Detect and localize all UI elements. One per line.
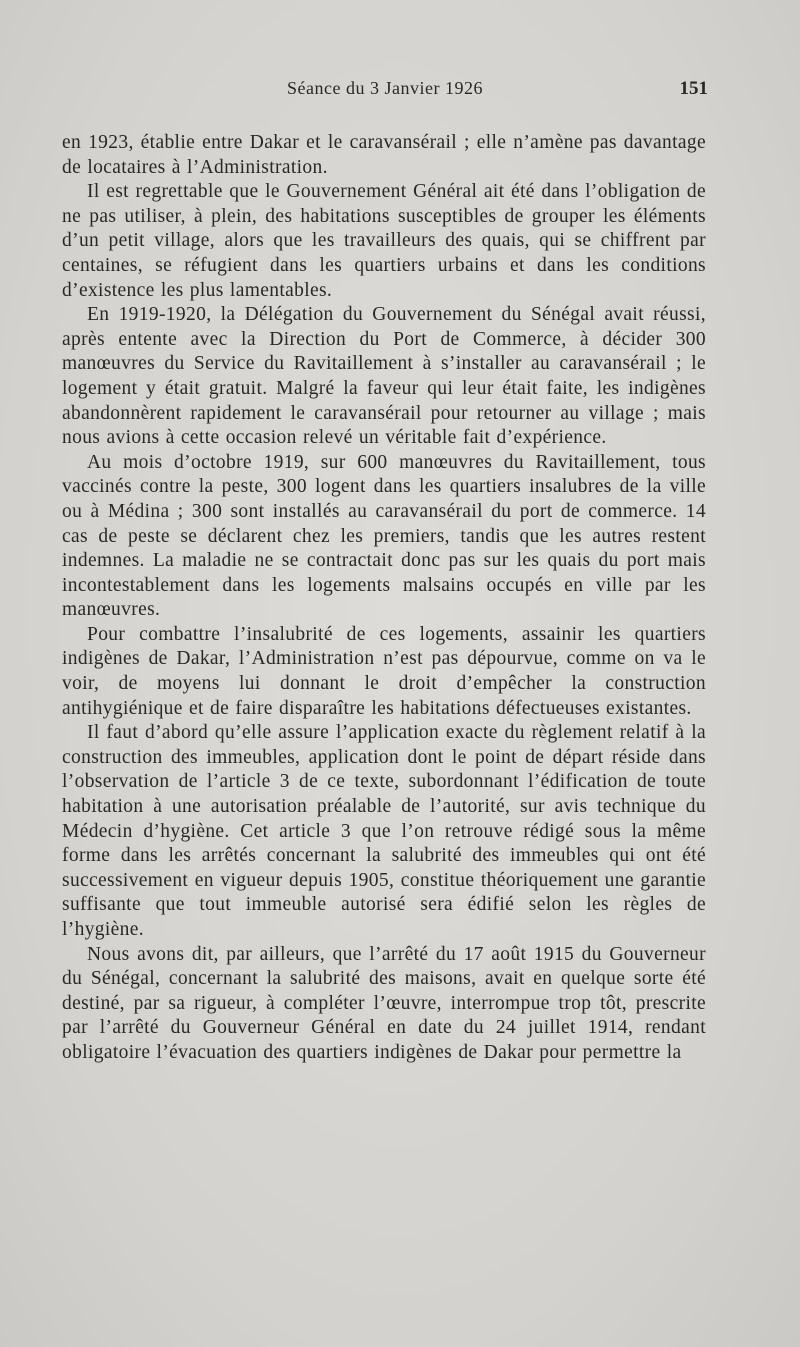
paragraph-5: Pour combattre l’insalubrité de ces logements, assainir les quartiers indigènes de Dakar, l’Administration n’est pas dépourvue, comme on va le voir, de moyens lui donnant le droit d’empêcher la construction antihygiénique et de faire disparaître les habitations défectueuses existantes. — [62, 623, 706, 719]
paragraph-7: Nous avons dit, par ailleurs, que l’arrêté du 17 août 1915 du Gouverneur du Sénégal, concernant la salubrité des maisons, avait en quelque sorte été destiné, par sa rigueur, à compléter l’œuvre, interrompue trop tôt, prescrite par l’arrêté du Gouverneur Général en date du 24 juillet 1914, rendant obligatoire l’évacuation des quartiers indigènes de Dakar pour permettre la — [62, 943, 706, 1063]
body-text — [62, 131, 706, 1066]
paragraph-1: en 1923, établie entre Dakar et le caravansérail ; elle n’amène pas davantage de locataires à l’Administration. — [62, 132, 706, 178]
running-head: Séance du 3 Janvier 1926 — [287, 78, 483, 98]
page-header — [62, 78, 708, 108]
page-number: 151 — [679, 78, 708, 99]
paragraph-3: En 1919-1920, la Délégation du Gouvernement du Sénégal avait réussi, après entente avec la Direction du Port de Commerce, à décider 300 manœuvres du Service du Ravitaillement à s’installer au caravansérail ; le logement y était gratuit. Malgré la faveur qui leur était faite, les indigènes abandonnèrent rapidement le caravansérail pour retourner au village ; mais nous avions à cette occasion relevé un véritable fait d’expérience. — [62, 304, 706, 449]
paragraph-4: Au mois d’octobre 1919, sur 600 manœuvres du Ravitaillement, tous vaccinés contre la peste, 300 logent dans les quartiers insalubres de la ville ou à Médina ; 300 sont installés au caravansérail du port de commerce. 14 cas de peste se déclarent chez les premiers, tandis que les autres restent indemnes. La maladie ne se contractait donc pas sur les quais du port mais incontestablement dans les logements malsains occupés en ville par les manœuvres. — [62, 451, 706, 621]
paragraph-6: Il faut d’abord qu’elle assure l’application exacte du règlement relatif à la construction des immeubles, application dont le point de départ réside dans l’observation de l’article 3 de ce texte, subordonnant l’édification de toute habitation à une autorisation préalable de l’autorité, sur avis technique du Médecin d’hygiène. Cet article 3 que l’on retrouve rédigé sous la même forme dans les arrêtés concernant la salubrité des immeubles qui ont été successivement en vigueur depuis 1905, constitue théoriquement une garantie suffisante que tout immeuble autorisé sera édifié selon les règles de l’hygiène. — [62, 722, 706, 940]
paragraph-2: Il est regrettable que le Gouvernement Général ait été dans l’obligation de ne pas utiliser, à plein, des habitations susceptibles de grouper les éléments d’un petit village, alors que les travailleurs des quais, qui se chiffrent par centaines, se réfugient dans les quartiers urbains et dans les conditions d’existence les plus lamentables. — [62, 181, 706, 301]
